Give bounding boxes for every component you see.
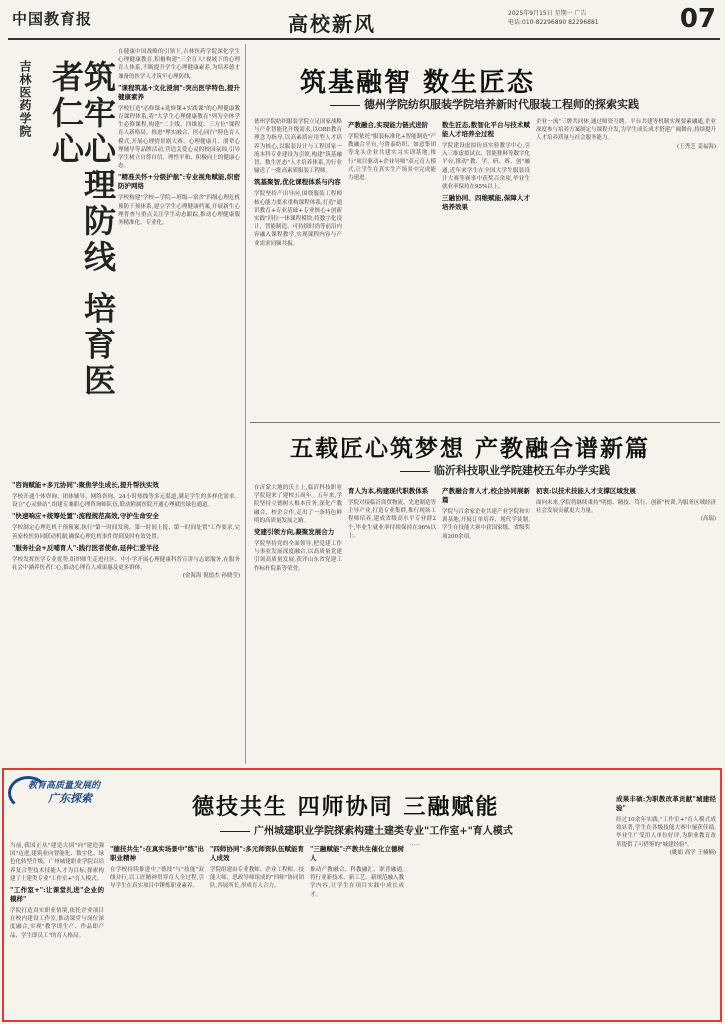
article1-column-lower xyxy=(12,478,240,762)
article4-sub1: "工作室+":让课堂扎进"企业的模样" xyxy=(10,886,104,904)
article3-sub-c: 产教融合育人才,校企协同展新篇 xyxy=(442,487,530,504)
article4-sub4: "三融赋能":产教共生催化立德树人 xyxy=(310,845,404,862)
paper-name: 中国教育报 xyxy=(12,10,93,28)
article4-col1 xyxy=(10,842,104,1018)
article1-editor: (金海海 倪德杰 孙晓莹) xyxy=(182,573,240,580)
article4-col6 xyxy=(616,792,716,1018)
article2-sub-a: 筑基聚智,优化课程体系与内容 xyxy=(254,178,341,187)
masthead xyxy=(8,4,720,40)
article4-body2: 在学校持续推进中,"德技"与"技能"双线并行,以工匠精神贯穿育人全过程,引导学生在真实项目中锤炼职业素养。 xyxy=(110,867,204,890)
article4-body4b: ······ xyxy=(410,843,421,849)
article2-col1-text: 德州学院纺织服装学院立足国家战略与产业智能化升级需求,以OBE教育理念为指导,以高素质应用型人才培养为核心,以服装设计与工程国家一流本科专业建设为引领,构建"筑基融智、数生匠态"人才培养体系,为行业输送了一批高素质服装工程师。 xyxy=(254,119,342,175)
article1-sub1: "课程筑基+文化浸润":突出医学特色,提升健康素养 xyxy=(118,83,240,101)
article4-editor: (姚娟 高学 王楠楠) xyxy=(669,849,716,856)
section-title: 高校新风 xyxy=(288,12,376,36)
article4-col3 xyxy=(210,842,304,1018)
article2-col2-text: 学院坚持产出导向,围绕服装工程师核心能力要求重构课程体系,打造"通识教育+专业基础+专业核心+创新实践"四位一体课程模块,将数字化设计、智能制造、可持续时尚等前沿内容融入课程教学,实现课程内容与产业需求同频共振。 xyxy=(254,191,342,247)
article2-col5-text: 企业一流"三牌共同体,通过师资互聘、平台共建等机制实现要素融通,企业深度参与培养方案制定与课程开发,为学生成长成才搭建广阔舞台,持续提升人才培养质量与社会服务能力。 xyxy=(536,119,716,142)
article2-headline: 筑基融智 数生匠态 xyxy=(300,68,536,98)
article4-intro: 当前,我国正从"建造大国"向"建造强国"迈进,建筑业向智能化、数字化、绿色化转型升级。广州城建职业学院以培养复合型技术技能人才为目标,探索构建了土建类专业"工作室+"育人模式。 xyxy=(10,843,104,882)
article3-sub-d: 初衷:以技术技能人才支撑区域发展 xyxy=(536,487,636,495)
article3-sub-b: 育人为本,构建现代职教体系 xyxy=(348,487,429,495)
article3-col4 xyxy=(536,484,716,762)
badge-line2: 广东探索 xyxy=(48,792,92,805)
article4-headline: 德技共生 四师协同 三融赋能 xyxy=(192,794,500,820)
article1-sub2: "精准关怀+分级护航":专业视角赋能,织密防护网络 xyxy=(118,173,240,191)
article2-sub-c: 数生匠态,数智化平台与技术赋能人才培养全过程 xyxy=(442,121,530,138)
article1-body1: 学校打造"必修课+选修课+实践课"的心理健康教育课程体系,将"大学生心理健康教育"列为全体学生必修课程,构建"二主线、四维度、三方位"课程育人新格局。推进"理实融合、医心同行"特色育人模式,开展心理情景剧大赛、心理健康月、朋辈心理辅导等品牌活动,营造关爱心灵的校园氛围,引导学生树立自尊自信、理性平和、积极向上的健康心态。 xyxy=(118,105,240,170)
article4-body5: 经过10余年实践,"工作室+"育人模式成效显著,学生在各级技能大赛中屡获佳绩,毕业生广受用人单位好评,为职业教育改革提供了可借鉴的"城建经验"。 xyxy=(616,817,716,848)
article1-body3: 学校开通个体咨询、团体辅导、网络咨询、24小时热线等多元渠道,满足学生的多样化需求。设立"心灵驿站",组建专兼职心理咨询师队伍,联动附属医院开通心理就医绿色通道。 xyxy=(12,494,240,509)
article1-headline: 筑牢心理防线 培育医者仁心 xyxy=(47,60,117,400)
article3-col2 xyxy=(348,484,436,762)
dateline: 2025年9月15日 星期一 广告 电话:010-82296890 82296881 xyxy=(508,10,599,26)
article3-col3 xyxy=(442,484,530,762)
article3-col2-text: 学院坚持党的全面领导,把党建工作与事业发展深度融合,以高质量党建引领高质量发展,获评山东省党建工作标杆院系等荣誉。 xyxy=(254,541,342,572)
divider-article2 xyxy=(250,422,720,423)
article2-subhead-text: 德州学院纺织服装学院培养新时代服装工程师的探索实践 xyxy=(364,98,639,111)
article3-subhead xyxy=(400,462,610,478)
article2-sub-b: 产教融合,实现能力链式进阶 xyxy=(348,121,429,129)
article4-body3: 学院组建由专业教师、企业工程师、技能大师、思政导师组成的"四师"协同团队,各展所长,形成育人合力。 xyxy=(210,867,304,890)
article2-col1 xyxy=(254,118,342,418)
article2-col3-text: 学院依托"服装标准化+智能制造"产教融合平台,与鲁泰纺织、如意集团等龙头企业共建实习实训基地,推行"项目驱动+企业导师"双元育人模式,让学生在真实生产场景中完成能力递进。 xyxy=(348,134,436,182)
article4-col4 xyxy=(310,842,404,1018)
article1-intro: 在健康中国战略的引领下,吉林医药学院深化学生心理健康教育,积极构建"三全育人"视域下的心理育人体系,不断提升学生心理健康素养,为培养德才兼备的医学人才筑牢心理防线。 xyxy=(118,49,240,80)
article1-source: 吉林医药学院 xyxy=(18,60,32,138)
article3-col3-text: 学院对接临沂商贸物流、先进制造等主导产业,打造专业集群,推行现场工程师培养,建成省级高水平专业群2个,毕业生就业率持续保持在96%以上。 xyxy=(348,500,436,539)
article4-sub3: "四师协同":多元师资队伍赋能育人成效 xyxy=(210,845,304,862)
article3-col1-text: 在沂蒙大地的沃土上,临沂科技职业学院迎来了建校五周年。五年来,学院坚持立德树人根本任务,深化产教融合、校企合作,走出了一条特色鲜明的高质量发展之路。 xyxy=(254,485,342,524)
article4-sub5: 成果丰硕:为职教改革贡献"城建经验" xyxy=(616,795,716,812)
article1-sub5: "服务社会+反哺育人":践行医者使命,延伸仁爱半径 xyxy=(12,543,159,552)
article2-editor: (王秀芝 姜福海) xyxy=(676,143,716,150)
article4-col2 xyxy=(110,842,204,1018)
article4-subhead-text: 广州城建职业学院探索构建土建类专业"工作室+"育人模式 xyxy=(254,826,513,837)
article2-col2 xyxy=(348,118,436,418)
subhead-dash-4 xyxy=(220,831,250,832)
subhead-dash xyxy=(330,105,360,106)
article1-body5: 学校发挥医学专业优势,组织师生走进社区、中小学开展心理健康科普宣讲与志愿服务,在服务社会中涵养医者仁心,推动心理育人成果惠及更多群体。 xyxy=(12,556,240,572)
article3-sub-a: 党建引领方向,凝聚发展合力 xyxy=(254,528,335,537)
article3-col4-text: 学院与百余家企业共建产业学院和实训基地,开展订单培养、现代学徒制,学生在技能大赛中获国家级、省级奖项200余项。 xyxy=(442,509,530,540)
article4-col5 xyxy=(410,842,504,1018)
article4-body1: 学院打造真实职业情境,依托企业项目在校内建设工作室,推动课堂与岗位深度融合,实现"教学即生产、作品即产品、学生即员工"的育人格局。 xyxy=(10,908,104,939)
article3-headline: 五载匠心筑梦想 产教融合谱新篇 xyxy=(290,435,651,462)
series-badge xyxy=(8,776,138,816)
article2-col4-text: 学院建设虚拟仿真实验教学中心,引入三维虚拟试衣、智能排料等数字化平台,推动"教、学、研、赛、创"融通,近年来学生在全国大学生服装设计大赛等赛事中获奖百余项,毕业生就业率保持在95%以上。 xyxy=(442,143,530,191)
badge-line1: 教育高质量发展的 xyxy=(28,781,101,791)
article3-subhead-text: 临沂科技职业学院建校五年办学实践 xyxy=(434,464,610,477)
article4-sub2: "德技共生":在真实场景中"练"出职业精神 xyxy=(110,845,204,862)
subhead-dash-3 xyxy=(400,471,430,472)
article1-column xyxy=(118,48,240,468)
article1-sub4: "快速响应+统筹处置":流程规范高效,守护生命安全 xyxy=(12,512,159,521)
article3-editor: (高瑞) xyxy=(700,516,716,523)
article3-col1 xyxy=(254,484,342,762)
article2-sub-d: 三融协同、四维赋能,保障人才培养效果 xyxy=(442,194,530,212)
article1-body4: 学校制定心理危机干预预案,执行"第一时间发现、第一时间上报、第一时间处置"工作要求,完善家校医协同联动机制,确保心理危机事件得到及时有效处置。 xyxy=(12,525,240,540)
article2-subhead xyxy=(330,96,639,112)
article4-subhead xyxy=(220,822,513,837)
article2-col4 xyxy=(536,118,716,418)
article4-body4: 推动产教融合、科教融汇、职普融通,将行业新技术、新工艺、新规范融入教学内容,让学生在项目实践中成长成才。 xyxy=(310,867,404,898)
article2-col3 xyxy=(442,118,530,418)
article1-sub3: "咨询赋能+多元协同":聚焦学生成长,提升帮扶实效 xyxy=(12,481,159,489)
divider-vertical xyxy=(245,44,246,764)
page-number: 07 xyxy=(679,4,716,34)
article3-col5-text: 面向未来,学院将继续秉持"明德、精技、笃行、创新"校训,为服务区域经济社会发展贡献更大力量。 xyxy=(536,500,716,515)
article1-body2: 学校构建"学校—学院—班级—宿舍"四级心理危机预防干预体系,建立学生心理健康档案,开展新生心理普查与重点关注学生动态跟踪,推动心理健康服务精准化、专业化。 xyxy=(118,195,240,227)
